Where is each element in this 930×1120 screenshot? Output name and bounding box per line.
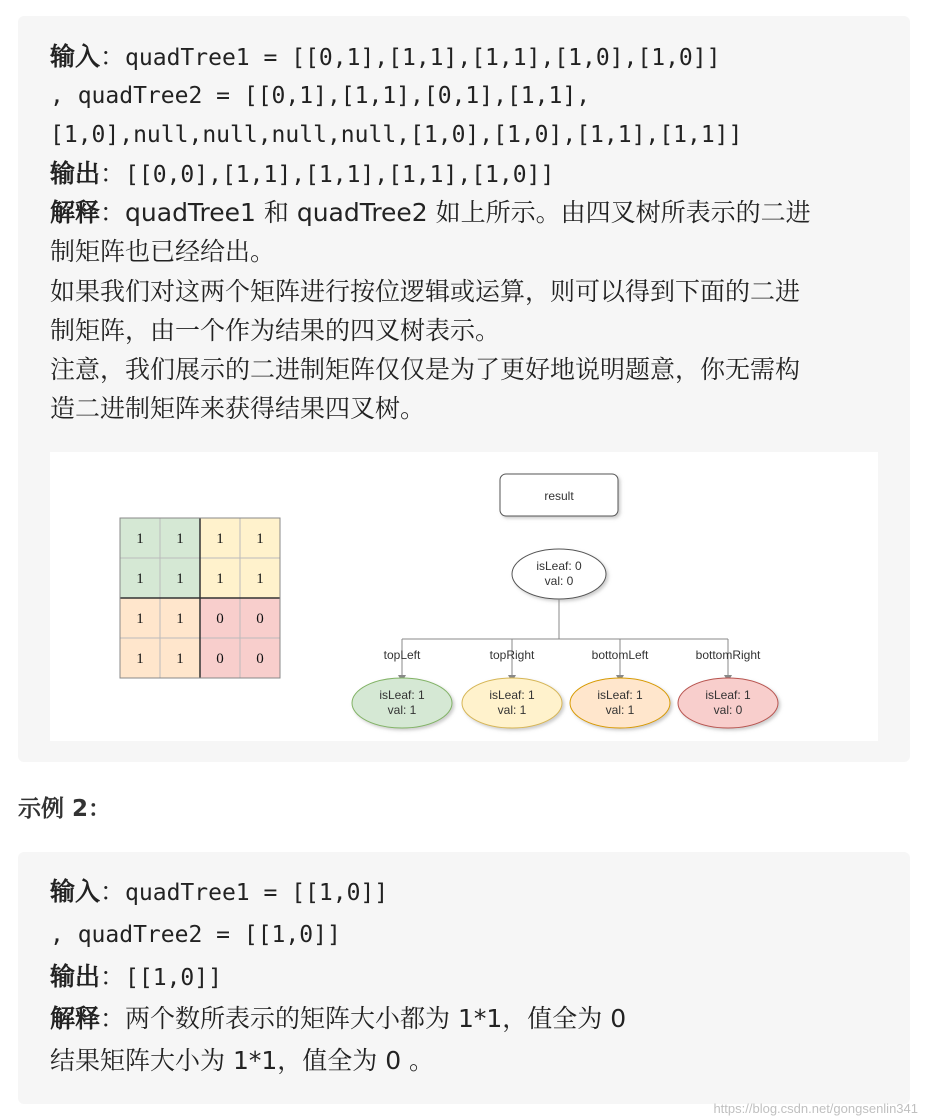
example-1-output-line (50, 154, 554, 195)
output-value: [[1,0]] (125, 965, 222, 991)
edge-label: topLeft (383, 648, 421, 662)
matrix-cell-value: 1 (176, 611, 184, 627)
matrix-cell-value: 1 (176, 571, 184, 587)
example-1-line-10: 造二进制矩阵来获得结果四叉树。 (50, 394, 426, 423)
edge-label: bottomLeft (591, 648, 649, 662)
matrix-cell-value: 1 (176, 651, 184, 667)
explanation-label: 解释 (50, 198, 101, 227)
label-separator: ： (100, 42, 126, 71)
matrix-cell-value: 1 (216, 571, 224, 587)
child-isleaf: isLeaf: 1 (379, 688, 425, 702)
label-separator: ： (100, 198, 126, 227)
matrix-cell-value: 0 (216, 611, 224, 627)
example-1-line-9: 注意，我们展示的二进制矩阵仅仅是为了更好地说明题意，你无需构 (50, 355, 801, 384)
output-value: [[0,0],[1,1],[1,1],[1,1],[1,0]] (125, 162, 555, 188)
label-separator: ： (100, 877, 126, 906)
child-nodes (352, 639, 778, 728)
watermark: https://blog.csdn.net/gongsenlin341 (713, 1101, 918, 1116)
child-isleaf: isLeaf: 1 (597, 688, 643, 702)
input-label: 输入 (50, 42, 101, 71)
result-label: result (544, 489, 574, 503)
explanation-label: 解释 (50, 1004, 101, 1033)
example-1-explanation-line (50, 193, 811, 233)
matrix-cell-value: 0 (256, 651, 264, 667)
output-label: 输出 (50, 962, 101, 991)
output-label: 输出 (50, 159, 101, 188)
label-separator: ： (100, 159, 126, 188)
matrix-cell-value: 1 (136, 531, 144, 547)
example-2-block (18, 852, 910, 1104)
example-2-line-2: , quadTree2 = [[1,0]] (50, 922, 341, 948)
input-label: 输入 (50, 877, 101, 906)
example-2-line-5: 结果矩阵大小为 1*1，值全为 0 。 (50, 1046, 435, 1075)
matrix-cell-value: 1 (256, 571, 264, 587)
example-1-line-2: , quadTree2 = [[0,1],[1,1],[0,1],[1,1], (50, 83, 591, 109)
edge-label: bottomRight (695, 648, 761, 662)
matrix-cell-value: 1 (176, 531, 184, 547)
example-1-line-6: 制矩阵也已经给出。 (50, 237, 276, 266)
input-value: quadTree1 = [[0,1],[1,1],[1,1],[1,0],[1,0]] (125, 45, 721, 71)
label-separator: ： (100, 1004, 126, 1033)
edge-label: topRight (489, 648, 535, 662)
quadtree-figure (50, 452, 878, 741)
example-2-output-line (50, 957, 222, 998)
result-matrix (120, 518, 280, 678)
matrix-cell-value: 1 (136, 571, 144, 587)
matrix-cell-value: 0 (216, 651, 224, 667)
root-isleaf: isLeaf: 0 (536, 559, 582, 573)
example-1-line-3: [1,0],null,null,null,null,[1,0],[1,0],[1,1],[1,1]] (50, 122, 743, 148)
child-val: val: 0 (713, 703, 743, 717)
root-val: val: 0 (544, 574, 574, 588)
child-isleaf: isLeaf: 1 (705, 688, 751, 702)
explanation-text: quadTree1 和 quadTree2 如上所示。由四叉树所表示的二进 (125, 198, 811, 227)
explanation-text: 两个数所表示的矩阵大小都为 1*1，值全为 0 (125, 1004, 627, 1033)
matrix-cell-value: 1 (136, 611, 144, 627)
matrix-cell-value: 1 (216, 531, 224, 547)
example-1-block (18, 16, 910, 762)
example-2-heading: 示例 2： (18, 796, 112, 822)
example-1-input-line (50, 37, 720, 78)
child-val: val: 1 (497, 703, 527, 717)
example-2-input-line (50, 872, 388, 913)
matrix-cell-value: 0 (256, 611, 264, 627)
label-separator: ： (100, 962, 126, 991)
child-val: val: 1 (605, 703, 635, 717)
input-value: quadTree1 = [[1,0]] (125, 880, 389, 906)
example-2-explanation-line (50, 999, 626, 1039)
child-val: val: 1 (387, 703, 417, 717)
matrix-cell-value: 1 (136, 651, 144, 667)
quadtree-diagram (50, 452, 878, 741)
example-1-line-7: 如果我们对这两个矩阵进行按位逻辑或运算，则可以得到下面的二进 (50, 277, 801, 306)
child-isleaf: isLeaf: 1 (489, 688, 535, 702)
example-1-line-8: 制矩阵，由一个作为结果的四叉树表示。 (50, 316, 501, 345)
matrix-cell-value: 1 (256, 531, 264, 547)
